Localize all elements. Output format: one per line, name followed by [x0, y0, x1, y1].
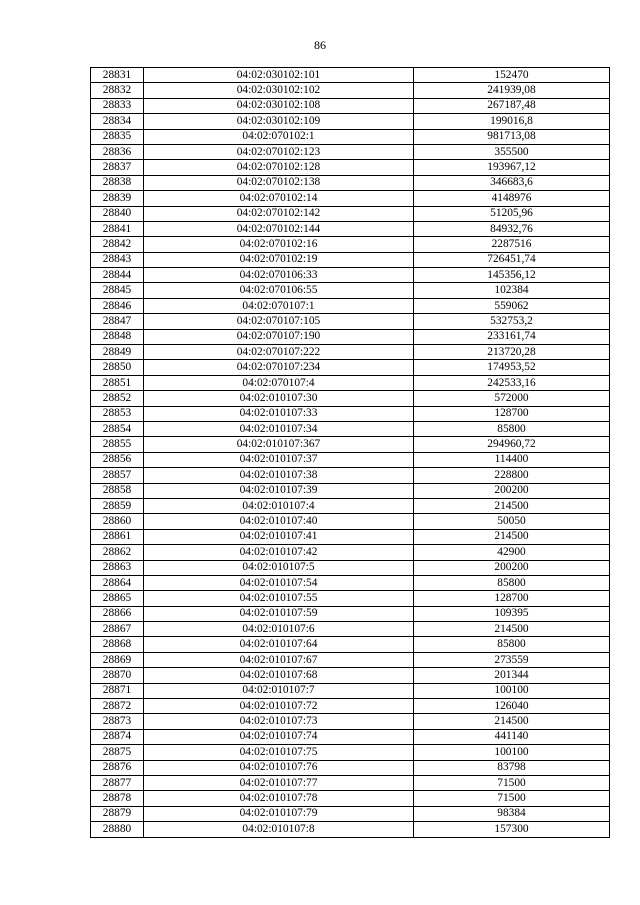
- cadastral-number-cell: 04:02:070102:144: [144, 221, 414, 236]
- cadastral-number-cell: 04:02:070107:190: [144, 329, 414, 344]
- table-row: [91, 206, 610, 221]
- cadastral-value-cell: 85800: [414, 637, 610, 652]
- cadastral-value-cell: 157300: [414, 822, 610, 837]
- row-number-cell: 28858: [91, 483, 144, 498]
- row-number-cell: 28861: [91, 529, 144, 544]
- cadastral-value-cell: 85800: [414, 575, 610, 590]
- table-row: [91, 252, 610, 267]
- row-number-cell: 28875: [91, 745, 144, 760]
- table-row: [91, 98, 610, 113]
- row-number-cell: 28834: [91, 114, 144, 129]
- cadastral-number-cell: 04:02:010107:55: [144, 591, 414, 606]
- cadastral-number-cell: 04:02:010107:59: [144, 606, 414, 621]
- cadastral-value-cell: 213720,28: [414, 345, 610, 360]
- table-row: [91, 575, 610, 590]
- cadastral-value-cell: 83798: [414, 760, 610, 775]
- row-number-cell: 28836: [91, 144, 144, 159]
- table-row: [91, 668, 610, 683]
- cadastral-value-cell: 71500: [414, 775, 610, 790]
- cadastral-value-cell: 200200: [414, 483, 610, 498]
- cadastral-value-cell: 214500: [414, 622, 610, 637]
- cadastral-number-cell: 04:02:030102:109: [144, 114, 414, 129]
- row-number-cell: 28871: [91, 683, 144, 698]
- cadastral-number-cell: 04:02:010107:4: [144, 498, 414, 513]
- row-number-cell: 28857: [91, 468, 144, 483]
- row-number-cell: 28867: [91, 622, 144, 637]
- table-row: [91, 452, 610, 467]
- table-row: [91, 514, 610, 529]
- cadastral-value-cell: 294960,72: [414, 437, 610, 452]
- cadastral-number-cell: 04:02:010107:79: [144, 806, 414, 821]
- cadastral-value-cell: 42900: [414, 545, 610, 560]
- table-row: [91, 329, 610, 344]
- row-number-cell: 28837: [91, 160, 144, 175]
- row-number-cell: 28859: [91, 498, 144, 513]
- table-row: [91, 175, 610, 190]
- cadastral-number-cell: 04:02:070102:1: [144, 129, 414, 144]
- page-number: 86: [314, 38, 326, 52]
- row-number-cell: 28870: [91, 668, 144, 683]
- cadastral-number-cell: 04:02:030102:101: [144, 68, 414, 83]
- row-number-cell: 28852: [91, 391, 144, 406]
- table-row: [91, 406, 610, 421]
- cadastral-value-cell: 152470: [414, 68, 610, 83]
- cadastral-value-cell: 214500: [414, 714, 610, 729]
- row-number-cell: 28839: [91, 191, 144, 206]
- cadastral-value-cell: 267187,48: [414, 98, 610, 113]
- row-number-cell: 28877: [91, 775, 144, 790]
- row-number-cell: 28833: [91, 98, 144, 113]
- cadastral-value-cell: 126040: [414, 699, 610, 714]
- row-number-cell: 28831: [91, 68, 144, 83]
- row-number-cell: 28842: [91, 237, 144, 252]
- row-number-cell: 28869: [91, 652, 144, 667]
- cadastral-value-cell: 241939,08: [414, 83, 610, 98]
- row-number-cell: 28845: [91, 283, 144, 298]
- cadastral-value-cell: 532753,2: [414, 314, 610, 329]
- cadastral-number-cell: 04:02:070107:4: [144, 375, 414, 390]
- cadastral-number-cell: 04:02:010107:367: [144, 437, 414, 452]
- table-row: [91, 729, 610, 744]
- cadastral-value-cell: 559062: [414, 298, 610, 313]
- row-number-cell: 28832: [91, 83, 144, 98]
- cadastral-number-cell: 04:02:010107:78: [144, 791, 414, 806]
- row-number-cell: 28835: [91, 129, 144, 144]
- row-number-cell: 28862: [91, 545, 144, 560]
- row-number-cell: 28873: [91, 714, 144, 729]
- row-number-cell: 28864: [91, 575, 144, 590]
- cadastral-number-cell: 04:02:070106:33: [144, 268, 414, 283]
- cadastral-value-cell: 572000: [414, 391, 610, 406]
- table-row: [91, 375, 610, 390]
- cadastral-number-cell: 04:02:070107:105: [144, 314, 414, 329]
- table-row: [91, 699, 610, 714]
- cadastral-number-cell: 04:02:070102:128: [144, 160, 414, 175]
- cadastral-value-cell: 51205,96: [414, 206, 610, 221]
- row-number-cell: 28847: [91, 314, 144, 329]
- table-row: [91, 637, 610, 652]
- cadastral-value-cell: 114400: [414, 452, 610, 467]
- table-row: [91, 822, 610, 837]
- cadastral-value-cell: 85800: [414, 421, 610, 436]
- table-row: [91, 714, 610, 729]
- table-row: [91, 298, 610, 313]
- table-row: [91, 683, 610, 698]
- cadastral-number-cell: 04:02:010107:40: [144, 514, 414, 529]
- cadastral-value-cell: 174953,52: [414, 360, 610, 375]
- table-row: [91, 498, 610, 513]
- table-row: [91, 237, 610, 252]
- cadastral-number-cell: 04:02:010107:33: [144, 406, 414, 421]
- cadastral-value-cell: 214500: [414, 529, 610, 544]
- cadastral-number-cell: 04:02:070102:138: [144, 175, 414, 190]
- table-row: [91, 560, 610, 575]
- cadastral-number-cell: 04:02:010107:5: [144, 560, 414, 575]
- cadastral-number-cell: 04:02:010107:67: [144, 652, 414, 667]
- row-number-cell: 28876: [91, 760, 144, 775]
- cadastral-number-cell: 04:02:010107:77: [144, 775, 414, 790]
- row-number-cell: 28838: [91, 175, 144, 190]
- table-row: [91, 68, 610, 83]
- cadastral-number-cell: 04:02:010107:30: [144, 391, 414, 406]
- cadastral-value-cell: 128700: [414, 406, 610, 421]
- row-number-cell: 28840: [91, 206, 144, 221]
- cadastral-number-cell: 04:02:010107:7: [144, 683, 414, 698]
- cadastral-number-cell: 04:02:010107:76: [144, 760, 414, 775]
- row-number-cell: 28868: [91, 637, 144, 652]
- table-row: [91, 160, 610, 175]
- cadastral-value-cell: 109395: [414, 606, 610, 621]
- cadastral-value-cell: 228800: [414, 468, 610, 483]
- cadastral-value-cell: 273559: [414, 652, 610, 667]
- table-row: [91, 391, 610, 406]
- row-number-cell: 28865: [91, 591, 144, 606]
- table-row: [91, 468, 610, 483]
- table-row: [91, 437, 610, 452]
- table-row: [91, 114, 610, 129]
- cadastral-number-cell: 04:02:010107:74: [144, 729, 414, 744]
- cadastral-number-cell: 04:02:010107:54: [144, 575, 414, 590]
- table-row: [91, 191, 610, 206]
- cadastral-number-cell: 04:02:070102:19: [144, 252, 414, 267]
- cadastral-value-cell: 128700: [414, 591, 610, 606]
- cadastral-number-cell: 04:02:010107:42: [144, 545, 414, 560]
- row-number-cell: 28860: [91, 514, 144, 529]
- cadastral-number-cell: 04:02:070107:222: [144, 345, 414, 360]
- cadastral-number-cell: 04:02:030102:102: [144, 83, 414, 98]
- row-number-cell: 28846: [91, 298, 144, 313]
- cadastral-number-cell: 04:02:030102:108: [144, 98, 414, 113]
- cadastral-value-cell: 98384: [414, 806, 610, 821]
- cadastral-value-cell: 199016,8: [414, 114, 610, 129]
- cadastral-value-cell: 100100: [414, 745, 610, 760]
- row-number-cell: 28855: [91, 437, 144, 452]
- row-number-cell: 28848: [91, 329, 144, 344]
- cadastral-value-cell: 355500: [414, 144, 610, 159]
- table-row: [91, 591, 610, 606]
- cadastral-value-cell: 346683,6: [414, 175, 610, 190]
- cadastral-number-cell: 04:02:010107:37: [144, 452, 414, 467]
- table-row: [91, 545, 610, 560]
- table-row: [91, 421, 610, 436]
- table-row: [91, 268, 610, 283]
- table-row: [91, 345, 610, 360]
- row-number-cell: 28854: [91, 421, 144, 436]
- cadastral-value-cell: 233161,74: [414, 329, 610, 344]
- table-row: [91, 144, 610, 159]
- cadastral-value-cell: 981713,08: [414, 129, 610, 144]
- cadastral-value-cell: 193967,12: [414, 160, 610, 175]
- cadastral-value-cell: 2287516: [414, 237, 610, 252]
- cadastral-value-cell: 441140: [414, 729, 610, 744]
- cadastral-number-cell: 04:02:070102:16: [144, 237, 414, 252]
- cadastral-value-table: [90, 67, 610, 838]
- row-number-cell: 28879: [91, 806, 144, 821]
- cadastral-number-cell: 04:02:010107:64: [144, 637, 414, 652]
- table-row: [91, 221, 610, 236]
- table-body: [91, 68, 610, 838]
- row-number-cell: 28856: [91, 452, 144, 467]
- cadastral-value-cell: 4148976: [414, 191, 610, 206]
- row-number-cell: 28863: [91, 560, 144, 575]
- table-row: [91, 652, 610, 667]
- cadastral-number-cell: 04:02:010107:68: [144, 668, 414, 683]
- row-number-cell: 28849: [91, 345, 144, 360]
- row-number-cell: 28843: [91, 252, 144, 267]
- table-row: [91, 529, 610, 544]
- table-row: [91, 622, 610, 637]
- table-row: [91, 775, 610, 790]
- cadastral-number-cell: 04:02:070102:142: [144, 206, 414, 221]
- cadastral-value-cell: 214500: [414, 498, 610, 513]
- cadastral-number-cell: 04:02:010107:41: [144, 529, 414, 544]
- cadastral-value-cell: 726451,74: [414, 252, 610, 267]
- row-number-cell: 28872: [91, 699, 144, 714]
- table-row: [91, 314, 610, 329]
- row-number-cell: 28880: [91, 822, 144, 837]
- table-row: [91, 745, 610, 760]
- row-number-cell: 28844: [91, 268, 144, 283]
- table-row: [91, 83, 610, 98]
- cadastral-value-cell: 201344: [414, 668, 610, 683]
- cadastral-value-cell: 71500: [414, 791, 610, 806]
- table-row: [91, 791, 610, 806]
- table-row: [91, 806, 610, 821]
- cadastral-value-cell: 145356,12: [414, 268, 610, 283]
- cadastral-value-cell: 200200: [414, 560, 610, 575]
- row-number-cell: 28878: [91, 791, 144, 806]
- row-number-cell: 28850: [91, 360, 144, 375]
- table-row: [91, 283, 610, 298]
- cadastral-value-cell: 102384: [414, 283, 610, 298]
- row-number-cell: 28874: [91, 729, 144, 744]
- cadastral-number-cell: 04:02:070107:234: [144, 360, 414, 375]
- cadastral-value-cell: 100100: [414, 683, 610, 698]
- table-row: [91, 483, 610, 498]
- cadastral-value-cell: 84932,76: [414, 221, 610, 236]
- cadastral-value-cell: 242533,16: [414, 375, 610, 390]
- row-number-cell: 28841: [91, 221, 144, 236]
- cadastral-number-cell: 04:02:010107:38: [144, 468, 414, 483]
- cadastral-number-cell: 04:02:070102:123: [144, 144, 414, 159]
- table-row: [91, 760, 610, 775]
- cadastral-number-cell: 04:02:070107:1: [144, 298, 414, 313]
- row-number-cell: 28853: [91, 406, 144, 421]
- cadastral-value-cell: 50050: [414, 514, 610, 529]
- cadastral-number-cell: 04:02:010107:34: [144, 421, 414, 436]
- cadastral-number-cell: 04:02:010107:73: [144, 714, 414, 729]
- cadastral-number-cell: 04:02:010107:6: [144, 622, 414, 637]
- table-row: [91, 360, 610, 375]
- cadastral-number-cell: 04:02:070102:14: [144, 191, 414, 206]
- table-row: [91, 606, 610, 621]
- cadastral-number-cell: 04:02:010107:75: [144, 745, 414, 760]
- cadastral-number-cell: 04:02:010107:39: [144, 483, 414, 498]
- table-row: [91, 129, 610, 144]
- row-number-cell: 28851: [91, 375, 144, 390]
- cadastral-number-cell: 04:02:070106:55: [144, 283, 414, 298]
- row-number-cell: 28866: [91, 606, 144, 621]
- cadastral-number-cell: 04:02:010107:8: [144, 822, 414, 837]
- cadastral-number-cell: 04:02:010107:72: [144, 699, 414, 714]
